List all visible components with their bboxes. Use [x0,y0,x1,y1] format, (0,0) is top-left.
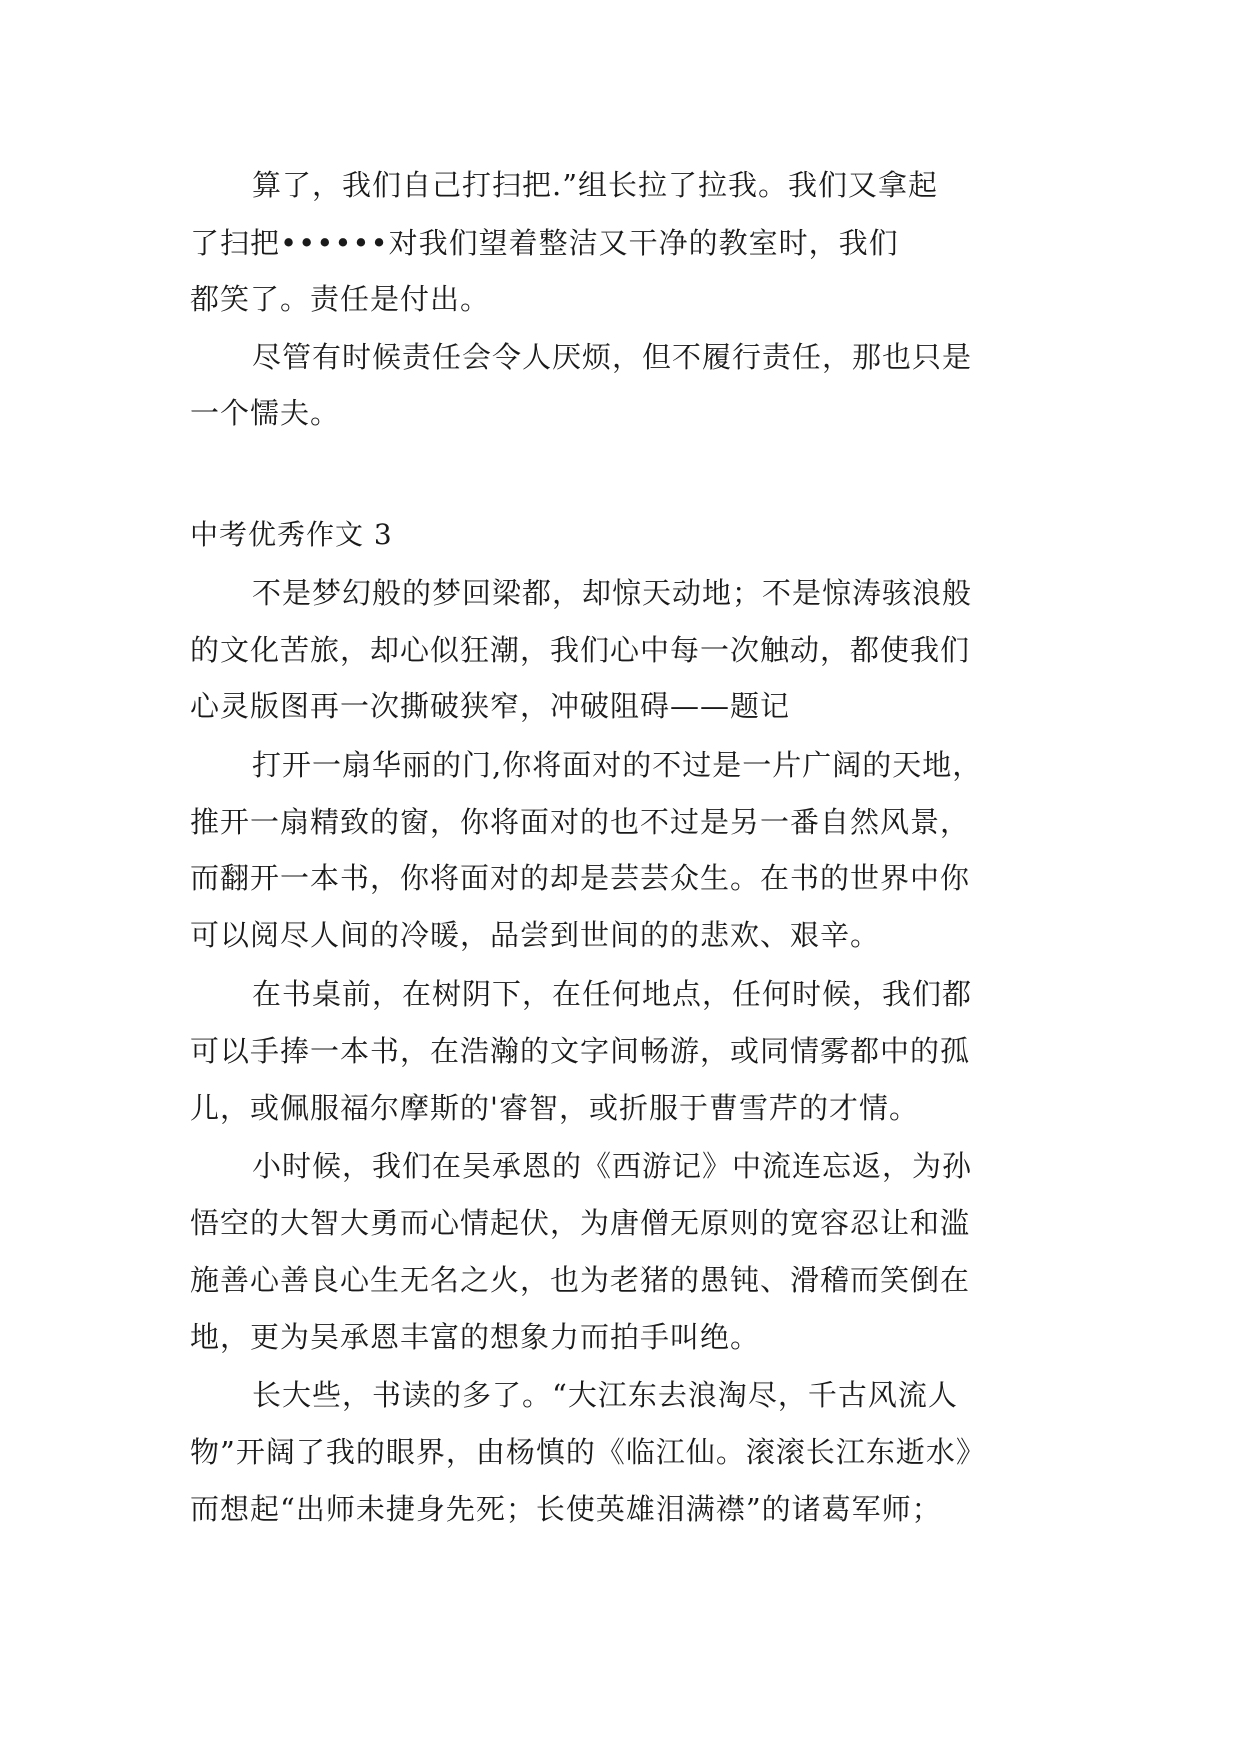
paragraph-line: 而想起“出师未捷身先死；长使英雄泪满襟”的诸葛军师； [190,1492,942,1526]
paragraph-line: 可以阅尽人间的冷暖，品尝到世间的的悲欢、艰辛。 [190,918,881,952]
paragraph-line: 在书桌前，在树阴下，在任何地点，任何时候，我们都 [252,977,973,1011]
paragraph-line: 可以手捧一本书，在浩瀚的文字间畅游，或同情雾都中的孤 [190,1034,971,1068]
paragraph-line: 小时候，我们在吴承恩的《西游记》中流连忘返，为孙 [252,1149,973,1183]
paragraph-line: 一个懦夫。 [190,396,341,430]
paragraph-line: 而翻开一本书，你将面对的却是芸芸众生。在书的世界中你 [190,861,971,895]
paragraph-line: 物”开阔了我的眼界，由杨慎的《临江仙。滚滚长江东逝水》 [190,1435,986,1469]
paragraph-line: 长大些，书读的多了。“大江东去浪淘尽，千古风流人 [252,1378,958,1412]
paragraph-line: 了扫把••••••对我们望着整洁又干净的教室时，我们 [190,226,899,260]
paragraph-line: 都笑了。责任是付出。 [190,282,491,316]
paragraph-line: 施善心善良心生无名之火，也为老猪的愚钝、滑稽而笑倒在 [190,1263,971,1297]
paragraph-line: 不是梦幻般的梦回梁都，却惊天动地；不是惊涛骇浪般 [252,576,973,610]
paragraph-line: 的文化苦旅，却心似狂潮，我们心中每一次触动，都使我们 [190,633,971,667]
section-heading: 中考优秀作文 3 [190,518,393,551]
paragraph-line: 打开一扇华丽的门,你将面对的不过是一片广阔的天地， [252,748,983,782]
paragraph-line: 算了，我们自己打扫把.”组长拉了拉我。我们又拿起 [252,168,939,202]
paragraph-line: 推开一扇精致的窗，你将面对的也不过是另一番自然风景， [190,805,971,839]
paragraph-line: 尽管有时候责任会令人厌烦，但不履行责任，那也只是 [252,340,973,374]
paragraph-line: 儿，或佩服福尔摩斯的'睿智，或折服于曹雪芹的才情。 [190,1091,919,1125]
paragraph-line: 心灵版图再一次撕破狭窄，冲破阻碍——题记 [190,689,791,723]
paragraph-line: 地，更为吴承恩丰富的想象力而拍手叫绝。 [190,1320,761,1354]
paragraph-line: 悟空的大智大勇而心情起伏，为唐僧无原则的宽容忍让和滥 [190,1206,971,1240]
